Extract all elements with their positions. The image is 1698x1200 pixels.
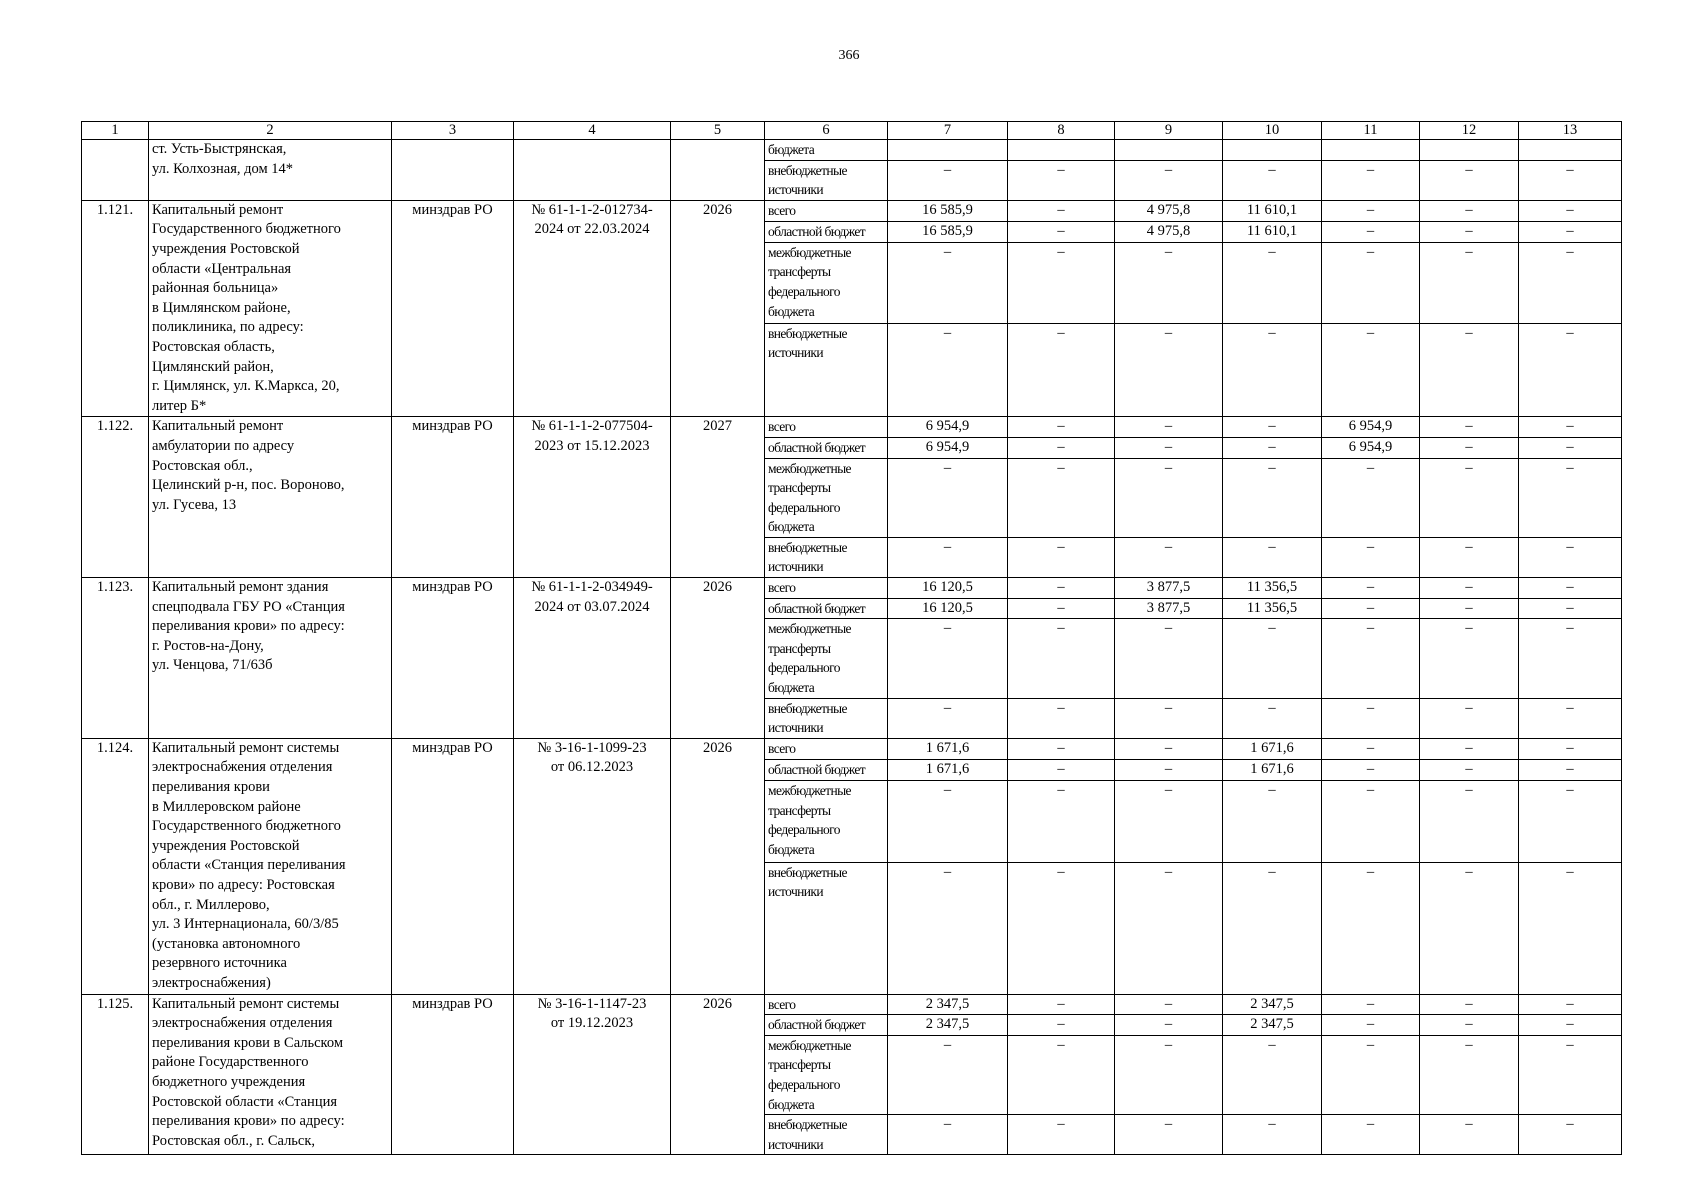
item-organization: минздрав РО [392, 417, 514, 578]
amount-cell: – [1115, 759, 1223, 780]
amount-cell: – [1420, 160, 1519, 200]
amount-cell: – [1420, 578, 1519, 599]
amount-cell: – [1223, 1115, 1322, 1155]
amount-cell: – [1008, 578, 1115, 599]
amount-cell: – [1519, 598, 1622, 619]
funding-source: межбюджетные трансферты федерального бюджета [765, 458, 888, 537]
amount-cell: – [1008, 221, 1115, 242]
amount-cell: 3 877,5 [1115, 598, 1223, 619]
amount-cell: – [1008, 994, 1115, 1015]
item-year: 2026 [671, 994, 765, 1155]
item-organization [392, 140, 514, 201]
funding-source: внебюджетные источники [765, 1115, 888, 1155]
column-number: 8 [1008, 122, 1115, 140]
table-row [82, 578, 1622, 599]
amount-cell: – [1115, 862, 1223, 994]
amount-cell: – [1008, 1035, 1115, 1114]
amount-cell: – [1223, 417, 1322, 438]
amount-cell: 16 120,5 [888, 598, 1008, 619]
column-number: 7 [888, 122, 1008, 140]
amount-cell: – [1519, 1015, 1622, 1036]
amount-cell: – [1322, 994, 1420, 1015]
amount-cell: – [888, 862, 1008, 994]
amount-cell [1420, 140, 1519, 161]
amount-cell: – [1322, 781, 1420, 863]
funding-source: внебюджетные источники [765, 323, 888, 417]
amount-cell: – [1420, 437, 1519, 458]
amount-cell: – [888, 537, 1008, 577]
column-number: 3 [392, 122, 514, 140]
amount-cell: 2 347,5 [1223, 994, 1322, 1015]
table-row [82, 738, 1622, 759]
funding-source: межбюджетные трансферты федерального бюджета [765, 242, 888, 323]
amount-cell: 3 877,5 [1115, 578, 1223, 599]
amount-cell: – [1223, 323, 1322, 417]
item-organization: минздрав РО [392, 200, 514, 417]
item-year: 2026 [671, 738, 765, 994]
item-document: № 3-16-1-1099-23 от 06.12.2023 [514, 738, 671, 994]
item-organization: минздрав РО [392, 578, 514, 739]
item-name: Капитальный ремонт амбулатории по адресу Ростовская обл., Целинский р-н, пос. Вороново, ул. Гусева, 13 [149, 417, 392, 578]
item-number: 1.124. [82, 738, 149, 994]
funding-source: внебюджетные источники [765, 698, 888, 738]
amount-cell: – [1223, 537, 1322, 577]
amount-cell: – [1008, 160, 1115, 200]
amount-cell: – [1223, 242, 1322, 323]
column-numbers-row [82, 122, 1622, 140]
amount-cell [1322, 140, 1420, 161]
item-year: 2026 [671, 200, 765, 417]
amount-cell [1223, 140, 1322, 161]
funding-source: областной бюджет [765, 598, 888, 619]
amount-cell: – [888, 160, 1008, 200]
amount-cell: – [1519, 1115, 1622, 1155]
amount-cell: 4 975,8 [1115, 221, 1223, 242]
column-number: 5 [671, 122, 765, 140]
amount-cell [1008, 140, 1115, 161]
amount-cell: – [1420, 862, 1519, 994]
amount-cell: – [1420, 738, 1519, 759]
amount-cell: 16 585,9 [888, 221, 1008, 242]
amount-cell: – [1322, 1115, 1420, 1155]
amount-cell: 6 954,9 [1322, 437, 1420, 458]
amount-cell: – [1519, 759, 1622, 780]
amount-cell: – [1008, 698, 1115, 738]
amount-cell: – [888, 323, 1008, 417]
amount-cell: – [1420, 1035, 1519, 1114]
amount-cell: – [1420, 619, 1519, 698]
amount-cell: – [1115, 619, 1223, 698]
column-number: 1 [82, 122, 149, 140]
amount-cell [888, 140, 1008, 161]
amount-cell: – [1008, 862, 1115, 994]
page-number: 366 [838, 48, 860, 63]
amount-cell: – [1519, 200, 1622, 221]
amount-cell: – [1322, 200, 1420, 221]
amount-cell: – [1420, 417, 1519, 438]
amount-cell: – [1322, 160, 1420, 200]
amount-cell [1519, 140, 1622, 161]
funding-source: внебюджетные источники [765, 537, 888, 577]
item-document: № 61-1-1-2-012734- 2024 от 22.03.2024 [514, 200, 671, 417]
amount-cell: – [1519, 537, 1622, 577]
item-year: 2027 [671, 417, 765, 578]
amount-cell: – [1008, 242, 1115, 323]
column-number: 13 [1519, 122, 1622, 140]
column-number: 2 [149, 122, 392, 140]
amount-cell: – [1420, 242, 1519, 323]
item-organization: минздрав РО [392, 738, 514, 994]
item-document: № 3-16-1-1147-23 от 19.12.2023 [514, 994, 671, 1155]
amount-cell: – [1519, 1035, 1622, 1114]
funding-source: всего [765, 200, 888, 221]
funding-source: областной бюджет [765, 437, 888, 458]
funding-source: внебюджетные источники [765, 862, 888, 994]
amount-cell: 11 610,1 [1223, 221, 1322, 242]
amount-cell: – [1115, 323, 1223, 417]
amount-cell: – [1115, 160, 1223, 200]
amount-cell: – [1519, 619, 1622, 698]
funding-source: всего [765, 578, 888, 599]
amount-cell: – [1322, 759, 1420, 780]
amount-cell: – [1519, 578, 1622, 599]
amount-cell: 2 347,5 [888, 994, 1008, 1015]
amount-cell: – [1420, 1015, 1519, 1036]
amount-cell: – [1519, 862, 1622, 994]
amount-cell: 1 671,6 [888, 759, 1008, 780]
amount-cell: – [1322, 619, 1420, 698]
amount-cell: – [1322, 738, 1420, 759]
amount-cell: – [1322, 458, 1420, 537]
amount-cell: – [1115, 458, 1223, 537]
item-year: 2026 [671, 578, 765, 739]
item-document [514, 140, 671, 201]
item-name: ст. Усть-Быстрянская, ул. Колхозная, дом 14* [149, 140, 392, 201]
amount-cell: – [1223, 862, 1322, 994]
amount-cell: – [1223, 698, 1322, 738]
column-number: 6 [765, 122, 888, 140]
table-row [82, 200, 1622, 221]
amount-cell: – [1420, 698, 1519, 738]
amount-cell: – [1223, 781, 1322, 863]
amount-cell: – [1115, 537, 1223, 577]
amount-cell: – [1519, 458, 1622, 537]
amount-cell: – [1420, 221, 1519, 242]
item-number: 1.122. [82, 417, 149, 578]
funding-source: внебюджетные источники [765, 160, 888, 200]
amount-cell: – [1223, 458, 1322, 537]
amount-cell: 16 585,9 [888, 200, 1008, 221]
amount-cell: – [1420, 1115, 1519, 1155]
amount-cell: – [1519, 242, 1622, 323]
item-organization: минздрав РО [392, 994, 514, 1155]
item-name: Капитальный ремонт Государственного бюджетного учреждения Ростовской области «Центральная районная больница» в Цимлянском районе, поликлиника, по адресу: Ростовская область, Цимлянский район, г. Цимлянск, ул. К.Маркса, 20, литер Б* [149, 200, 392, 417]
amount-cell: – [1420, 200, 1519, 221]
amount-cell: 6 954,9 [888, 437, 1008, 458]
amount-cell: 11 356,5 [1223, 598, 1322, 619]
amount-cell: – [1008, 323, 1115, 417]
amount-cell: – [888, 242, 1008, 323]
item-document: № 61-1-1-2-034949- 2024 от 03.07.2024 [514, 578, 671, 739]
funding-source: областной бюджет [765, 1015, 888, 1036]
amount-cell: – [888, 781, 1008, 863]
amount-cell: – [1322, 578, 1420, 599]
funding-source: всего [765, 994, 888, 1015]
amount-cell: – [1008, 458, 1115, 537]
item-name: Капитальный ремонт здания спецподвала ГБУ РО «Станция переливания крови» по адресу: г. Ростов-на-Дону, ул. Ченцова, 71/63б [149, 578, 392, 739]
amount-cell: – [1115, 781, 1223, 863]
amount-cell: – [1008, 417, 1115, 438]
amount-cell: – [1322, 1015, 1420, 1036]
funding-source: всего [765, 417, 888, 438]
amount-cell: – [1008, 1015, 1115, 1036]
amount-cell: – [1322, 323, 1420, 417]
amount-cell: – [1322, 537, 1420, 577]
amount-cell: – [1322, 242, 1420, 323]
amount-cell: 6 954,9 [1322, 417, 1420, 438]
amount-cell: 2 347,5 [888, 1015, 1008, 1036]
funding-source: всего [765, 738, 888, 759]
amount-cell: – [1519, 437, 1622, 458]
amount-cell: – [1420, 598, 1519, 619]
table-row [82, 417, 1622, 438]
amount-cell: 1 671,6 [888, 738, 1008, 759]
amount-cell: – [1420, 781, 1519, 863]
column-number: 12 [1420, 122, 1519, 140]
amount-cell: – [888, 458, 1008, 537]
amount-cell: 2 347,5 [1223, 1015, 1322, 1036]
amount-cell: – [1519, 994, 1622, 1015]
amount-cell: – [1115, 738, 1223, 759]
amount-cell: – [1115, 698, 1223, 738]
amount-cell: – [1420, 323, 1519, 417]
amount-cell: – [1223, 1035, 1322, 1114]
amount-cell: – [1519, 160, 1622, 200]
amount-cell: – [1223, 619, 1322, 698]
column-number: 4 [514, 122, 671, 140]
column-number: 11 [1322, 122, 1420, 140]
budget-table [81, 121, 1622, 1155]
item-number: 1.123. [82, 578, 149, 739]
funding-source: межбюджетные трансферты федерального бюджета [765, 619, 888, 698]
amount-cell: – [888, 698, 1008, 738]
amount-cell: – [1008, 598, 1115, 619]
item-document: № 61-1-1-2-077504- 2023 от 15.12.2023 [514, 417, 671, 578]
table-row [82, 994, 1622, 1015]
amount-cell: – [1008, 1115, 1115, 1155]
funding-source: областной бюджет [765, 759, 888, 780]
amount-cell: – [1008, 437, 1115, 458]
funding-source: межбюджетные трансферты федерального бюджета [765, 781, 888, 863]
amount-cell: – [1420, 759, 1519, 780]
amount-cell: – [1115, 1035, 1223, 1114]
amount-cell: 11 610,1 [1223, 200, 1322, 221]
amount-cell: – [1008, 781, 1115, 863]
amount-cell: – [1519, 323, 1622, 417]
amount-cell: – [1519, 698, 1622, 738]
amount-cell: – [1008, 738, 1115, 759]
table-row [82, 140, 1622, 161]
amount-cell: – [1322, 1035, 1420, 1114]
amount-cell: 6 954,9 [888, 417, 1008, 438]
column-number: 9 [1115, 122, 1223, 140]
amount-cell: 11 356,5 [1223, 578, 1322, 599]
item-name: Капитальный ремонт системы электроснабжения отделения переливания крови в Сальском районе Государственного бюджетного учреждения Ростовской области «Станция переливания крови» по адресу: Ростовская обл., г. Сальск, [149, 994, 392, 1155]
item-number: 1.121. [82, 200, 149, 417]
amount-cell: – [1322, 862, 1420, 994]
amount-cell: – [1519, 221, 1622, 242]
amount-cell: – [1008, 200, 1115, 221]
amount-cell: – [1115, 437, 1223, 458]
funding-source: бюджета [765, 140, 888, 161]
amount-cell: – [1115, 417, 1223, 438]
amount-cell: – [1519, 781, 1622, 863]
funding-source: межбюджетные трансферты федерального бюджета [765, 1035, 888, 1114]
amount-cell: – [1115, 1115, 1223, 1155]
amount-cell: – [1115, 1015, 1223, 1036]
amount-cell: – [1322, 598, 1420, 619]
amount-cell: – [1420, 994, 1519, 1015]
amount-cell: – [1322, 698, 1420, 738]
item-number [82, 140, 149, 201]
amount-cell: – [1115, 242, 1223, 323]
amount-cell: 1 671,6 [1223, 738, 1322, 759]
amount-cell: – [1008, 537, 1115, 577]
amount-cell: – [1420, 458, 1519, 537]
amount-cell: 16 120,5 [888, 578, 1008, 599]
amount-cell: – [888, 1115, 1008, 1155]
amount-cell: – [1519, 738, 1622, 759]
amount-cell: – [1420, 537, 1519, 577]
item-name: Капитальный ремонт системы электроснабжения отделения переливания крови в Миллеровском районе Государственного бюджетного учреждения Ростовской области «Станция переливания крови» по адресу: Ростовская обл., г. Миллерово, ул. 3 Интернационала, 60/3/85 (установка автономного резервного источника электроснабжения) [149, 738, 392, 994]
item-year [671, 140, 765, 201]
amount-cell: 4 975,8 [1115, 200, 1223, 221]
funding-source: областной бюджет [765, 221, 888, 242]
item-number: 1.125. [82, 994, 149, 1155]
amount-cell: 1 671,6 [1223, 759, 1322, 780]
amount-cell: – [888, 619, 1008, 698]
amount-cell [1115, 140, 1223, 161]
amount-cell: – [1008, 759, 1115, 780]
column-number: 10 [1223, 122, 1322, 140]
amount-cell: – [1008, 619, 1115, 698]
amount-cell: – [1322, 221, 1420, 242]
amount-cell: – [888, 1035, 1008, 1114]
amount-cell: – [1115, 994, 1223, 1015]
amount-cell: – [1519, 417, 1622, 438]
amount-cell: – [1223, 160, 1322, 200]
amount-cell: – [1223, 437, 1322, 458]
